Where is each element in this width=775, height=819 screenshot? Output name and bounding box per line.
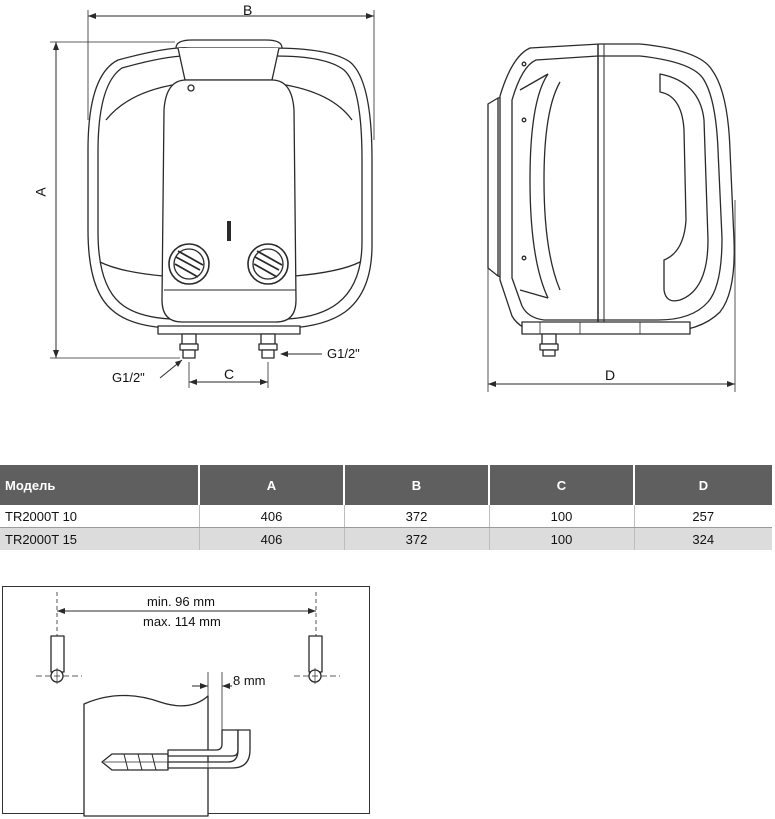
cell-d: 257 — [634, 505, 772, 528]
cell-model: TR2000T 15 — [0, 528, 199, 551]
table-row — [0, 528, 772, 551]
dimension-d-label: D — [605, 367, 616, 383]
header-model: Модель — [0, 465, 199, 505]
cell-b: 372 — [344, 505, 489, 528]
fitting-left-label: G1/2" — [112, 370, 145, 385]
cell-c: 100 — [489, 528, 634, 551]
gap-distance-label: 8 mm — [233, 673, 266, 688]
dimension-a-label: A — [32, 187, 49, 197]
cell-d: 324 — [634, 528, 772, 551]
header-a: A — [199, 465, 344, 505]
dimension-table — [0, 465, 772, 550]
header-b: B — [344, 465, 489, 505]
header-c: C — [489, 465, 634, 505]
min-distance-label: min. 96 mm — [147, 594, 215, 609]
dimension-c-label: C — [224, 366, 235, 382]
cell-a: 406 — [199, 505, 344, 528]
header-d: D — [634, 465, 772, 505]
max-distance-label: max. 114 mm — [143, 614, 221, 629]
table-header-row — [0, 465, 772, 505]
cell-model: TR2000T 10 — [0, 505, 199, 528]
table-row — [0, 505, 772, 528]
cell-a: 406 — [199, 528, 344, 551]
fitting-right-label: G1/2" — [327, 346, 360, 361]
dimension-b-label: B — [243, 2, 253, 18]
cell-b: 372 — [344, 528, 489, 551]
cell-c: 100 — [489, 505, 634, 528]
